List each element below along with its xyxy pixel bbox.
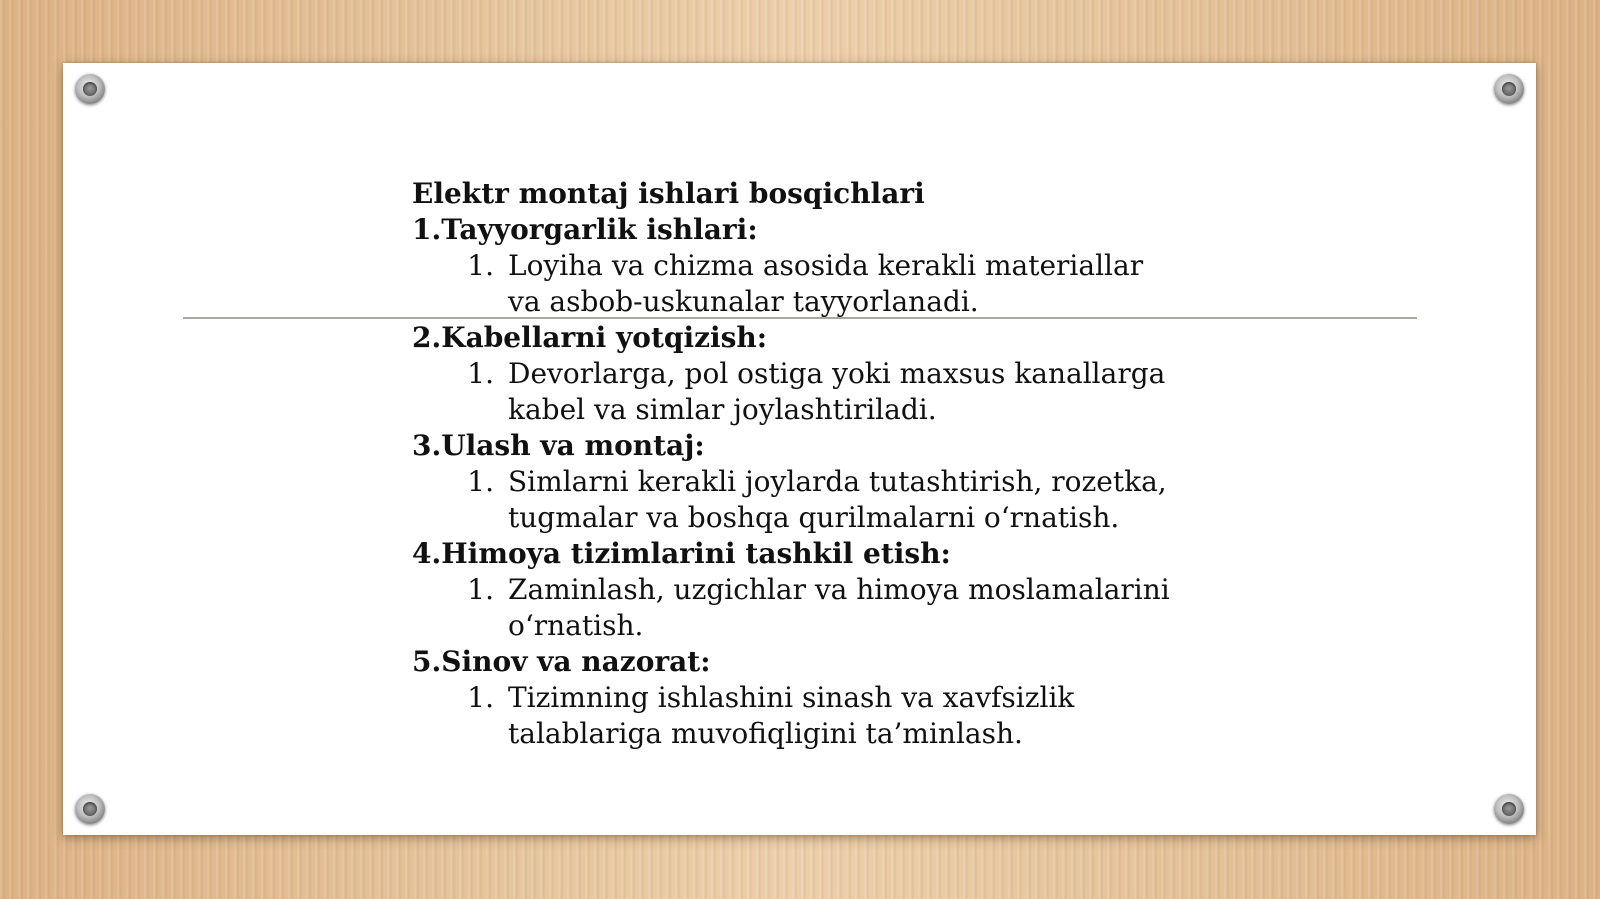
list-item-line: Devorlarga, pol ostiga yoki maxsus kanallarga [508, 357, 1166, 390]
pushpin-icon [1494, 74, 1524, 104]
pushpin-icon [1494, 794, 1524, 824]
section-heading: 3.Ulash va montaj: [412, 429, 705, 462]
list-item-text [508, 356, 1198, 428]
section-heading: 1.Tayyorgarlik ishlari: [412, 213, 758, 246]
pushpin-icon [75, 74, 105, 104]
slide-title: Elektr montaj ishlari bosqichlari [412, 177, 925, 210]
list-item [412, 680, 1312, 752]
section-heading: 4.Himoya tizimlarini tashkil etish: [412, 537, 951, 570]
list-item-line: kabel va simlar joylashtiriladi. [508, 393, 937, 426]
list-item [412, 464, 1312, 536]
list-item-text [508, 572, 1198, 644]
list-item-number: 1. [467, 681, 494, 714]
pushpin-icon [75, 794, 105, 824]
list-item-number: 1. [467, 465, 494, 498]
list-item-number: 1. [467, 573, 494, 606]
list-item-text [508, 248, 1198, 320]
list-item-line: talablariga muvofiqligini ta’minlash. [508, 717, 1023, 750]
list-item [412, 572, 1312, 644]
list-item-line: Simlarni kerakli joylarda tutashtirish, rozetka, [508, 465, 1167, 498]
section-heading: 5.Sinov va nazorat: [412, 645, 711, 678]
title-divider-line [183, 317, 1417, 319]
list-item-line: Loyiha va chizma asosida kerakli materiallar [508, 249, 1144, 282]
list-item [412, 248, 1312, 320]
list-item-line: tugmalar va boshqa qurilmalarni o‘rnatish. [508, 501, 1120, 534]
list-item [412, 356, 1312, 428]
slide-paper [63, 63, 1536, 835]
list-item-number: 1. [467, 357, 494, 390]
list-item-line: va asbob-uskunalar tayyorlanadi. [508, 285, 979, 318]
list-item-line: Zaminlash, uzgichlar va himoya moslamalarini [508, 573, 1170, 606]
section-heading: 2.Kabellarni yotqizish: [412, 321, 768, 354]
list-item-line: o‘rnatish. [508, 609, 644, 642]
list-item-text [508, 464, 1198, 536]
slide-content [412, 176, 1312, 752]
list-item-number: 1. [467, 249, 494, 282]
list-item-line: Tizimning ishlashini sinash va xavfsizlik [508, 681, 1075, 714]
list-item-text [508, 680, 1198, 752]
